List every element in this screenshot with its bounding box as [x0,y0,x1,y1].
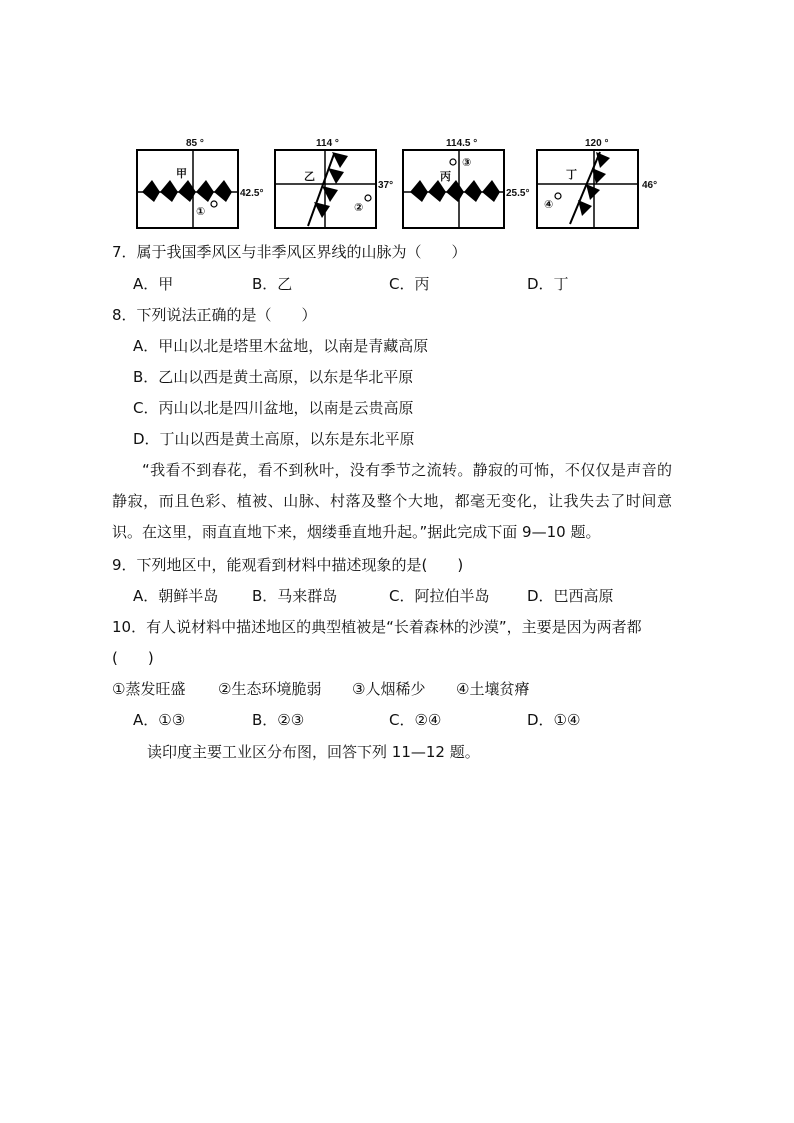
latitude-label: 42.5° [240,188,264,199]
mountain-label: 丙 [440,170,451,183]
longitude-label: 114 ° [316,138,339,149]
option-c: C．丙山以北是四川盆地，以南是云贵高原 [133,399,414,417]
section-intro-11-12: 读印度主要工业区分布图，回答下列 11—12 题。 [147,743,480,761]
settlement-dot [450,159,456,165]
question-7-stem: 7．属于我国季风区与非季风区界线的山脉为（ ） [112,243,467,261]
statement-2: ②生态环境脆弱 [218,680,322,698]
option-a: A．①③ [133,711,186,729]
option-b: B．乙 [252,275,293,293]
map-figure-2 [268,132,408,232]
latitude-label: 46° [642,180,658,191]
option-b: B．乙山以西是黄土高原，以东是华北平原 [133,368,414,386]
option-b: B．②③ [252,711,305,729]
mountain-range-symbol [410,180,500,202]
question-10-stem: 10．有人说材料中描述地区的典型植被是“长着森林的沙漠”，主要是因为两者都 [112,618,642,636]
map-figure-3 [396,132,536,232]
point-label: ② [354,201,364,214]
option-a: A．甲 [133,275,174,293]
latitude-label: 37° [378,180,394,191]
map-figure-1 [130,132,270,232]
option-d: D．巴西高原 [527,587,614,605]
option-c: C．阿拉伯半岛 [389,587,490,605]
settlement-dot [555,193,561,199]
longitude-label: 120 ° [585,138,609,149]
option-d: D．丁山以西是黄土高原，以东是东北平原 [133,430,415,448]
map-figure-4 [530,132,670,232]
mountain-range-symbol [142,180,232,202]
reading-passage: “我看不到春花，看不到秋叶，没有季节之流转。静寂的可怖，不仅仅是声音的静寂，而且色彩、植被、山脉、村落及整个大地，都毫无变化，让我失去了时间意识。在这里，雨直直地下来，烟缕垂直地升起。”据此完成下面 9—10 题。 [112,461,672,541]
mountain-label: 乙 [304,170,315,183]
option-c: C．丙 [389,275,430,293]
question-9-stem: 9．下列地区中，能观看到材料中描述现象的是( ) [112,556,464,574]
settlement-dot [365,195,371,201]
longitude-label: 85 ° [186,138,204,149]
question-8-stem: 8．下列说法正确的是（ ） [112,306,317,324]
mountain-range-symbol [308,152,348,226]
point-label: ④ [544,198,554,211]
option-a: A．甲山以北是塔里木盆地，以南是青藏高原 [133,337,429,355]
point-label: ① [196,205,206,218]
option-c: C．②④ [389,711,442,729]
statement-3: ③人烟稀少 [352,680,426,698]
option-d: D．丁 [527,275,569,293]
point-label: ③ [462,156,472,169]
option-a: A．朝鲜半岛 [133,587,219,605]
question-10-stem-continued: ( ) [112,649,154,667]
latitude-label: 25.5° [506,188,530,199]
longitude-label: 114.5 ° [446,138,478,149]
mountain-label: 丁 [566,168,577,181]
statement-4: ④土壤贫瘠 [456,680,530,698]
option-b: B．马来群岛 [252,587,338,605]
option-d: D．①④ [527,711,581,729]
mountain-label: 甲 [176,167,187,180]
settlement-dot [211,201,217,207]
mountain-range-symbol [570,152,610,224]
statement-1: ①蒸发旺盛 [112,680,186,698]
